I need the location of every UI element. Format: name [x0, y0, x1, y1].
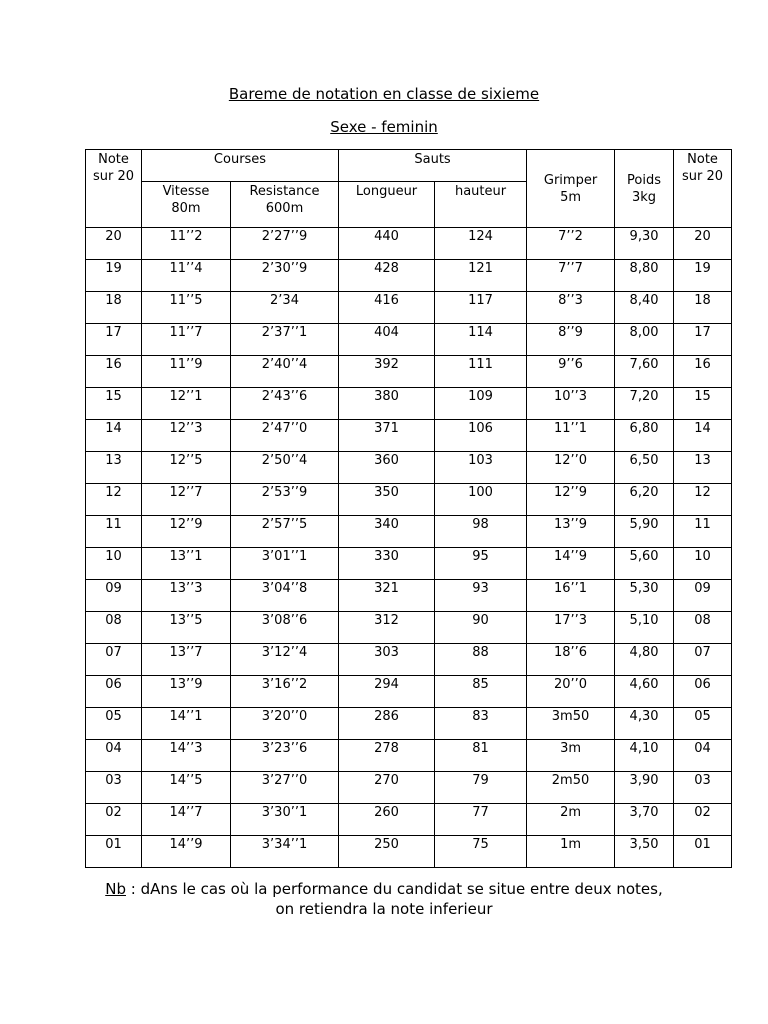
cell-note-right: 03: [674, 772, 732, 804]
cell-longueur: 286: [339, 708, 435, 740]
table-row: [86, 676, 732, 708]
cell-resistance: 3’16’’2: [231, 676, 339, 708]
cell-hauteur: 93: [435, 580, 527, 612]
cell-vitesse: 13’’1: [142, 548, 231, 580]
cell-poids: 6,80: [615, 420, 674, 452]
cell-note: 20: [86, 228, 142, 260]
cell-note: 16: [86, 356, 142, 388]
cell-poids: 7,20: [615, 388, 674, 420]
cell-note: 19: [86, 260, 142, 292]
cell-poids: 8,40: [615, 292, 674, 324]
cell-vitesse: 11’’5: [142, 292, 231, 324]
header-sauts: Sauts: [339, 150, 527, 182]
cell-grimper: 3m50: [527, 708, 615, 740]
cell-poids: 4,80: [615, 644, 674, 676]
cell-vitesse: 13’’3: [142, 580, 231, 612]
cell-note-right: 18: [674, 292, 732, 324]
cell-resistance: 3’30’’1: [231, 804, 339, 836]
cell-grimper: 8’’3: [527, 292, 615, 324]
table-header: [86, 150, 732, 228]
cell-note-right: 09: [674, 580, 732, 612]
table-row: [86, 772, 732, 804]
cell-longueur: 392: [339, 356, 435, 388]
cell-note-right: 12: [674, 484, 732, 516]
footnote-line-1: Nb : dAns le cas où la performance du candidat se situe entre deux notes,: [105, 880, 663, 898]
table-row: [86, 452, 732, 484]
cell-poids: 6,20: [615, 484, 674, 516]
cell-vitesse: 14’’9: [142, 836, 231, 868]
cell-hauteur: 109: [435, 388, 527, 420]
header-resistance: Resistance 600m: [231, 182, 339, 228]
cell-note-right: 05: [674, 708, 732, 740]
cell-resistance: 3’23’’6: [231, 740, 339, 772]
cell-poids: 4,60: [615, 676, 674, 708]
cell-note-right: 10: [674, 548, 732, 580]
cell-poids: 3,90: [615, 772, 674, 804]
cell-note-right: 19: [674, 260, 732, 292]
cell-hauteur: 79: [435, 772, 527, 804]
table-row: [86, 484, 732, 516]
cell-note: 11: [86, 516, 142, 548]
header-vitesse: Vitesse 80m: [142, 182, 231, 228]
cell-grimper: 7’’7: [527, 260, 615, 292]
cell-resistance: 3’08’’6: [231, 612, 339, 644]
cell-note-right: 01: [674, 836, 732, 868]
table-row: [86, 740, 732, 772]
cell-longueur: 303: [339, 644, 435, 676]
cell-longueur: 340: [339, 516, 435, 548]
cell-hauteur: 88: [435, 644, 527, 676]
cell-longueur: 404: [339, 324, 435, 356]
cell-poids: 9,30: [615, 228, 674, 260]
cell-resistance: 2’53’’9: [231, 484, 339, 516]
cell-vitesse: 14’’7: [142, 804, 231, 836]
table-row: [86, 292, 732, 324]
header-grimper: Grimper 5m: [527, 150, 615, 228]
cell-vitesse: 12’’9: [142, 516, 231, 548]
cell-note-right: 20: [674, 228, 732, 260]
cell-hauteur: 98: [435, 516, 527, 548]
cell-poids: 3,70: [615, 804, 674, 836]
cell-note: 09: [86, 580, 142, 612]
cell-longueur: 380: [339, 388, 435, 420]
table-row: [86, 804, 732, 836]
header-courses: Courses: [142, 150, 339, 182]
cell-hauteur: 90: [435, 612, 527, 644]
cell-longueur: 260: [339, 804, 435, 836]
cell-note-right: 08: [674, 612, 732, 644]
scoring-table: [85, 149, 732, 868]
cell-vitesse: 13’’9: [142, 676, 231, 708]
cell-grimper: 1m: [527, 836, 615, 868]
cell-longueur: 330: [339, 548, 435, 580]
cell-vitesse: 12’’1: [142, 388, 231, 420]
cell-poids: 3,50: [615, 836, 674, 868]
cell-resistance: 2’57’’5: [231, 516, 339, 548]
cell-note: 06: [86, 676, 142, 708]
cell-poids: 8,00: [615, 324, 674, 356]
cell-vitesse: 11’’9: [142, 356, 231, 388]
cell-vitesse: 11’’4: [142, 260, 231, 292]
cell-grimper: 14’’9: [527, 548, 615, 580]
cell-poids: 5,10: [615, 612, 674, 644]
header-poids: Poids 3kg: [615, 150, 674, 228]
cell-note: 04: [86, 740, 142, 772]
cell-longueur: 270: [339, 772, 435, 804]
cell-hauteur: 114: [435, 324, 527, 356]
cell-note-right: 02: [674, 804, 732, 836]
cell-note: 07: [86, 644, 142, 676]
cell-resistance: 2’47’’0: [231, 420, 339, 452]
cell-note-right: 15: [674, 388, 732, 420]
table-row: [86, 388, 732, 420]
cell-longueur: 371: [339, 420, 435, 452]
cell-grimper: 17’’3: [527, 612, 615, 644]
cell-resistance: 2’34: [231, 292, 339, 324]
cell-poids: 8,80: [615, 260, 674, 292]
cell-resistance: 2’50’’4: [231, 452, 339, 484]
document-subtitle: Sexe - feminin: [330, 118, 438, 136]
table-row: [86, 324, 732, 356]
cell-note: 03: [86, 772, 142, 804]
cell-grimper: 10’’3: [527, 388, 615, 420]
table-row: [86, 708, 732, 740]
cell-hauteur: 75: [435, 836, 527, 868]
cell-note: 10: [86, 548, 142, 580]
cell-note-right: 04: [674, 740, 732, 772]
cell-vitesse: 14’’1: [142, 708, 231, 740]
cell-longueur: 278: [339, 740, 435, 772]
cell-hauteur: 124: [435, 228, 527, 260]
cell-vitesse: 14’’5: [142, 772, 231, 804]
cell-note: 17: [86, 324, 142, 356]
cell-grimper: 7’’2: [527, 228, 615, 260]
cell-hauteur: 103: [435, 452, 527, 484]
cell-grimper: 3m: [527, 740, 615, 772]
cell-note: 13: [86, 452, 142, 484]
cell-resistance: 2’40’’4: [231, 356, 339, 388]
cell-longueur: 416: [339, 292, 435, 324]
cell-poids: 4,30: [615, 708, 674, 740]
cell-resistance: 2’43’’6: [231, 388, 339, 420]
cell-longueur: 321: [339, 580, 435, 612]
cell-hauteur: 100: [435, 484, 527, 516]
cell-hauteur: 77: [435, 804, 527, 836]
cell-hauteur: 106: [435, 420, 527, 452]
cell-grimper: 8’’9: [527, 324, 615, 356]
cell-note: 05: [86, 708, 142, 740]
table-row: [86, 644, 732, 676]
cell-hauteur: 95: [435, 548, 527, 580]
cell-resistance: 3’04’’8: [231, 580, 339, 612]
cell-hauteur: 81: [435, 740, 527, 772]
cell-grimper: 12’’0: [527, 452, 615, 484]
cell-longueur: 428: [339, 260, 435, 292]
cell-grimper: 16’’1: [527, 580, 615, 612]
cell-resistance: 3’01’’1: [231, 548, 339, 580]
cell-grimper: 13’’9: [527, 516, 615, 548]
cell-note: 01: [86, 836, 142, 868]
cell-note: 12: [86, 484, 142, 516]
footnote-nb-label: Nb: [105, 880, 126, 898]
cell-longueur: 350: [339, 484, 435, 516]
cell-grimper: 9’’6: [527, 356, 615, 388]
cell-grimper: 12’’9: [527, 484, 615, 516]
table-body: [86, 228, 732, 868]
cell-vitesse: 12’’3: [142, 420, 231, 452]
cell-resistance: 3’12’’4: [231, 644, 339, 676]
document-title: Bareme de notation en classe de sixieme: [228, 85, 540, 103]
cell-hauteur: 83: [435, 708, 527, 740]
cell-longueur: 360: [339, 452, 435, 484]
cell-vitesse: 13’’5: [142, 612, 231, 644]
cell-note-right: 13: [674, 452, 732, 484]
cell-note-right: 14: [674, 420, 732, 452]
table-row: [86, 356, 732, 388]
cell-vitesse: 11’’7: [142, 324, 231, 356]
cell-note-right: 16: [674, 356, 732, 388]
cell-hauteur: 117: [435, 292, 527, 324]
table-row: [86, 548, 732, 580]
header-longueur: Longueur: [339, 182, 435, 228]
cell-vitesse: 12’’7: [142, 484, 231, 516]
cell-note-right: 06: [674, 676, 732, 708]
cell-poids: 5,30: [615, 580, 674, 612]
header-note-left: Note sur 20: [86, 150, 142, 228]
cell-hauteur: 121: [435, 260, 527, 292]
cell-note: 18: [86, 292, 142, 324]
table-row: [86, 228, 732, 260]
cell-longueur: 250: [339, 836, 435, 868]
cell-grimper: 2m50: [527, 772, 615, 804]
cell-hauteur: 111: [435, 356, 527, 388]
cell-note-right: 11: [674, 516, 732, 548]
cell-note: 15: [86, 388, 142, 420]
cell-grimper: 2m: [527, 804, 615, 836]
cell-resistance: 2’37’’1: [231, 324, 339, 356]
cell-resistance: 2’30’’9: [231, 260, 339, 292]
cell-vitesse: 13’’7: [142, 644, 231, 676]
cell-vitesse: 12’’5: [142, 452, 231, 484]
cell-note-right: 17: [674, 324, 732, 356]
table-row: [86, 580, 732, 612]
cell-note: 02: [86, 804, 142, 836]
header-note-right: Note sur 20: [674, 150, 732, 228]
table-row: [86, 612, 732, 644]
cell-hauteur: 85: [435, 676, 527, 708]
cell-note: 14: [86, 420, 142, 452]
cell-grimper: 18’’6: [527, 644, 615, 676]
footnote-line-2: on retiendra la note inferieur: [275, 900, 493, 918]
cell-poids: 5,90: [615, 516, 674, 548]
cell-vitesse: 11’’2: [142, 228, 231, 260]
cell-grimper: 11’’1: [527, 420, 615, 452]
cell-poids: 5,60: [615, 548, 674, 580]
cell-poids: 4,10: [615, 740, 674, 772]
cell-resistance: 3’20’’0: [231, 708, 339, 740]
table-row: [86, 516, 732, 548]
cell-note: 08: [86, 612, 142, 644]
cell-grimper: 20’’0: [527, 676, 615, 708]
cell-note-right: 07: [674, 644, 732, 676]
cell-poids: 7,60: [615, 356, 674, 388]
cell-resistance: 2’27’’9: [231, 228, 339, 260]
table-row: [86, 260, 732, 292]
header-hauteur: hauteur: [435, 182, 527, 228]
footnote: [0, 879, 768, 919]
table-row: [86, 836, 732, 868]
cell-longueur: 440: [339, 228, 435, 260]
cell-resistance: 3’34’’1: [231, 836, 339, 868]
cell-poids: 6,50: [615, 452, 674, 484]
cell-longueur: 312: [339, 612, 435, 644]
cell-longueur: 294: [339, 676, 435, 708]
cell-resistance: 3’27’’0: [231, 772, 339, 804]
table-row: [86, 420, 732, 452]
cell-vitesse: 14’’3: [142, 740, 231, 772]
